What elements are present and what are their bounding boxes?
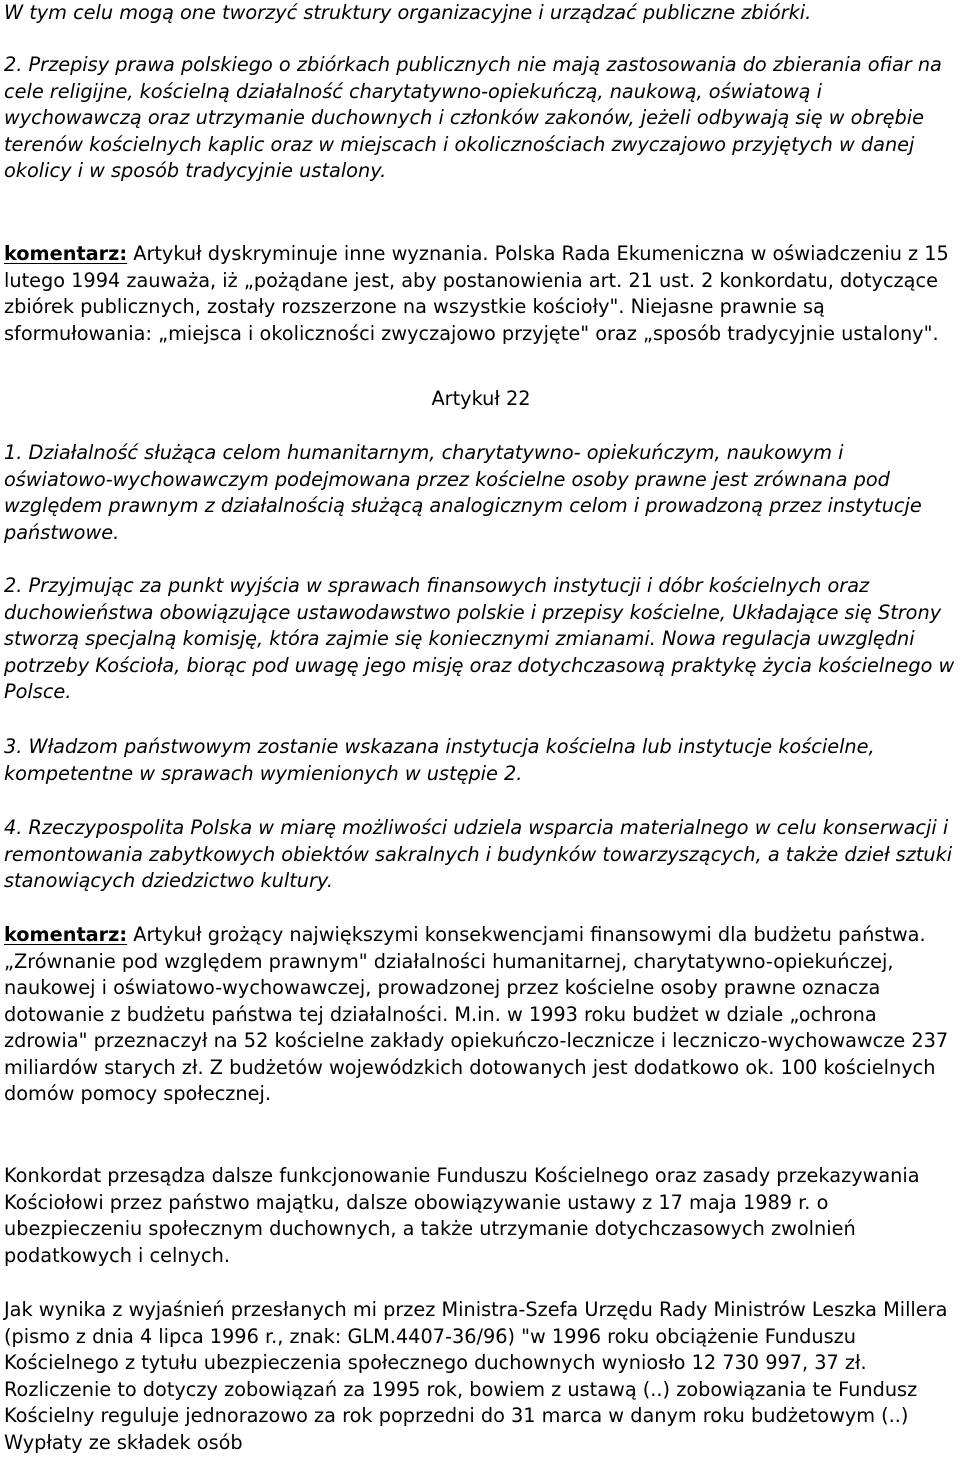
article-22-item-3: 3. Władzom państwowym zostanie wskazana instytucja kościelna lub instytucje kościelne, kompetentne w sprawach wymienionych w ustępie 2. <box>4 735 875 785</box>
ministry-explanation-paragraph: Jak wynika z wyjaśnień przesłanych mi przez Ministra-Szefa Urzędu Rady Ministrów Leszka Millera (pismo z dnia 4 lipca 1996 r., znak: GLM.4407-36/96) "w 1996 roku obciążenie Funduszu Kościelnego z tytułu ubezpieczenia społecznego duchownych wyniosło 12 730 997, 37 zł. Rozliczenie to dotyczy zobowiązań za 1995 rok, bowiem z ustawą (..) zobowiązania te Fundusz Kościelny reguluje jednorazowo za rok poprzedni do 31 marca w danym roku budżetowym (..) Wypłaty ze składek osób <box>4 1298 948 1454</box>
comment-text: Artykuł grożący największymi konsekwencjami finansowymi dla budżetu państwa. „Zrównanie pod względem prawnym" działalności humanitarnej, charytatywno-opiekuńczej, naukowej i oświatowo-wychowawczej, prowadzonej przez kościelne osoby prawne oznacza dotowanie z budżetu państwa tej działalności. M.in. w 1993 roku budżet w dziale „ochrona zdrowia" przeznaczył na 52 kościelne zakłady opiekuńczo-lecznicze i leczniczo-wychowawcze 237 miliardów starych zł. Z budżetów wojewódzkich dotowanych jest dodatkowo ok. 100 kościelnych domów pomocy społecznej. <box>4 923 949 1105</box>
article-22-item-2: 2. Przyjmując za punkt wyjścia w sprawach finansowych instytucji i dóbr kościelnych oraz duchowieństwa obowiązujące ustawodawstwo polskie i przepisy kościelne, Układające się Strony stworzą specjalną komisję, która zajmie się koniecznymi zmianami. Nowa regulacja uwzględni potrzeby Kościoła, biorąc pod uwagę jego misję oraz dotychczasową praktykę życia kościelnego w Polsce. <box>4 574 955 703</box>
article-22-item-1: 1. Działalność służąca celom humanitarnym, charytatywno- opiekuńczym, naukowym i oświatowo-wychowawczym podejmowana przez kościelne osoby prawne jest zrównana pod względem prawnym z działalnością służącą analogicznym celom i prowadzoną przez instytucje państwowe. <box>4 441 922 544</box>
article-22-item-4: 4. Rzeczypospolita Polska w miarę możliwości udziela wsparcia materialnego w celu konserwacji i remontowania zabytkowych obiektów sakralnych i budynków towarzyszących, a także dzieł sztuki stanowiących dziedzictwo kultury. <box>4 816 953 892</box>
comment-label: komentarz: <box>4 242 128 265</box>
article-22-heading: Artykuł 22 <box>431 387 531 410</box>
konkordat-paragraph: Konkordat przesądza dalsze funkcjonowanie Funduszu Kościelnego oraz zasady przekazywania Kościołowi przez państwo majątku, dalsze obowiązywanie ustawy z 17 maja 1989 r. o ubezpieczeniu społecznym duchownych, a także utrzymanie dotychczasowych zwolnień podatkowych i celnych. <box>4 1164 920 1267</box>
comment-text: Artykuł dyskryminuje inne wyznania. Polska Rada Ekumeniczna w oświadczeniu z 15 lutego 1994 zauważa, iż „pożądane jest, aby postanowienia art. 21 ust. 2 konkordatu, dotyczące zbiórek publicznych, zostały rozszerzone na wszystkie kościoły". Niejasne prawnie są sformułowania: „miejsca i okoliczności zwyczajowo przyjęte" oraz „sposób tradycyjnie ustalony". <box>4 242 949 345</box>
comment-article-21 <box>4 241 958 347</box>
intro-paragraph: W tym celu mogą one tworzyć struktury organizacyjne i urządzać publiczne zbiórki. <box>4 1 812 24</box>
article-21-item-2: 2. Przepisy prawa polskiego o zbiórkach publicznych nie mają zastosowania do zbierania ofiar na cele religijne, kościelną działalność charytatywno-opiekuńczą, naukową, oświatową i wychowawczą oraz utrzymanie duchownych i członków zakonów, jeżeli odbywają się w obrębie terenów kościelnych kaplic oraz w miejscach i okolicznościach zwyczajowo przyjętych w danej okolicy i w sposób tradycyjnie ustalony. <box>4 53 942 182</box>
comment-label: komentarz: <box>4 923 128 946</box>
comment-article-22 <box>4 922 958 1108</box>
